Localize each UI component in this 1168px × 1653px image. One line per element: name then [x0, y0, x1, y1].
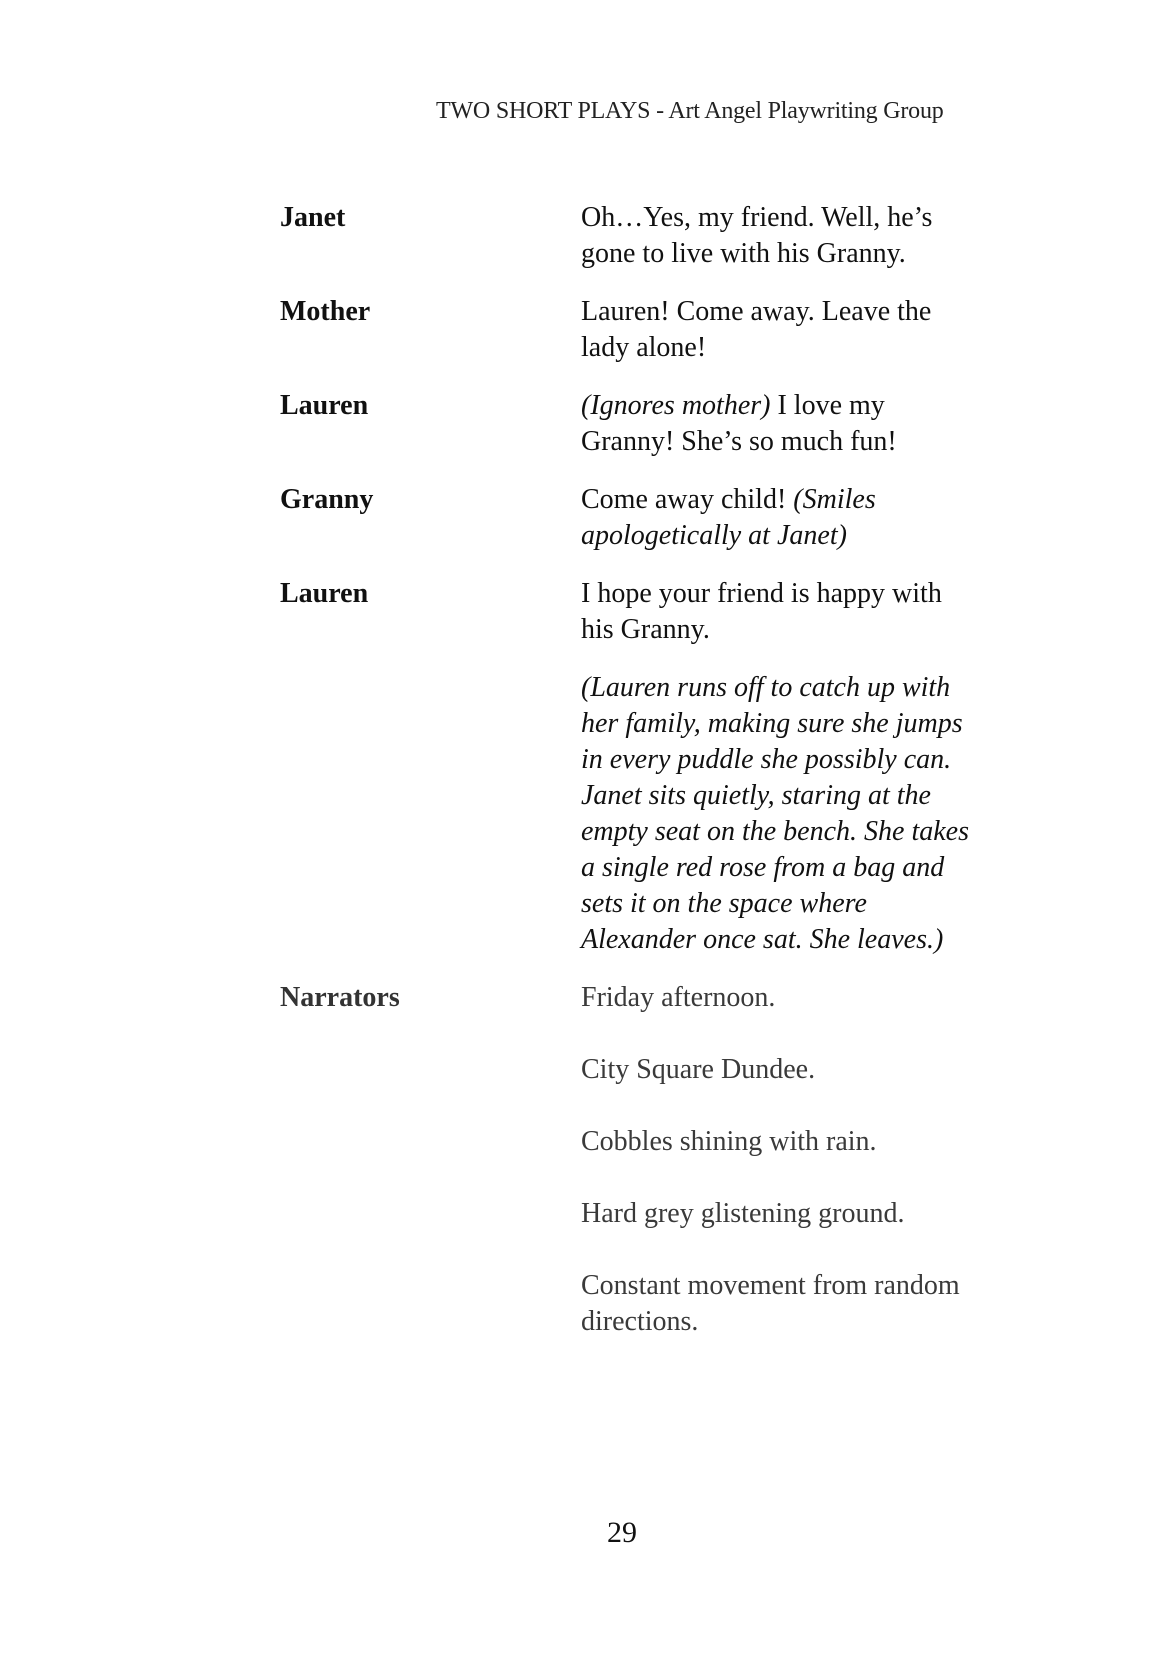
narrators-row	[280, 980, 1000, 1376]
dialogue-text: I love my Granny! She’s so much fun!	[581, 390, 897, 457]
running-header: TWO SHORT PLAYS - Art Angel Playwriting Group	[436, 98, 944, 124]
speaker-name: Narrators	[280, 982, 400, 1013]
narrator-lines	[581, 980, 981, 1376]
narrator-line: City Square Dundee.	[581, 1054, 816, 1085]
stage-direction	[581, 670, 981, 958]
stage-direction-text: (Lauren runs off to catch up with her family, making sure she jumps in every puddle she possibly can. Janet sits quietly, staring at the empty seat on the bench. She takes a single red rose from a bag and sets it on the space where Alexander once sat. She leaves.)	[581, 672, 969, 955]
speaker-name: Janet	[280, 202, 346, 233]
narrator-line: Constant movement from random directions.	[581, 1270, 960, 1337]
dialogue-row	[280, 294, 1000, 366]
narrator-line: Hard grey glistening ground.	[581, 1198, 905, 1229]
dialogue-line	[581, 576, 981, 648]
dialogue-text: Lauren! Come away. Leave the lady alone!	[581, 296, 932, 363]
speaker-name: Lauren	[280, 578, 369, 609]
stage-direction-inline: (Smiles apologetically at Janet)	[581, 484, 876, 551]
speaker-name-empty	[280, 670, 581, 958]
dialogue-row	[280, 576, 1000, 648]
speaker-name: Mother	[280, 296, 371, 327]
dialogue-line	[581, 388, 981, 460]
dialogue-row	[280, 200, 1000, 272]
dialogue-text: Come away child!	[581, 484, 794, 515]
script-body	[280, 200, 1000, 1398]
page-number: 29	[607, 1516, 637, 1549]
dialogue-row	[280, 388, 1000, 460]
stage-direction-inline: (Ignores mother)	[581, 390, 771, 421]
stage-direction-row	[280, 670, 1000, 958]
dialogue-line	[581, 294, 981, 366]
dialogue-text: I hope your friend is happy with his Granny.	[581, 578, 942, 645]
dialogue-row	[280, 482, 1000, 554]
speaker-name: Lauren	[280, 390, 369, 421]
narrator-line: Friday afternoon.	[581, 982, 776, 1013]
dialogue-text: Oh…Yes, my friend. Well, he’s gone to live with his Granny.	[581, 202, 933, 269]
dialogue-line	[581, 482, 981, 554]
speaker-name: Granny	[280, 484, 374, 515]
dialogue-line	[581, 200, 981, 272]
narrator-line: Cobbles shining with rain.	[581, 1126, 877, 1157]
